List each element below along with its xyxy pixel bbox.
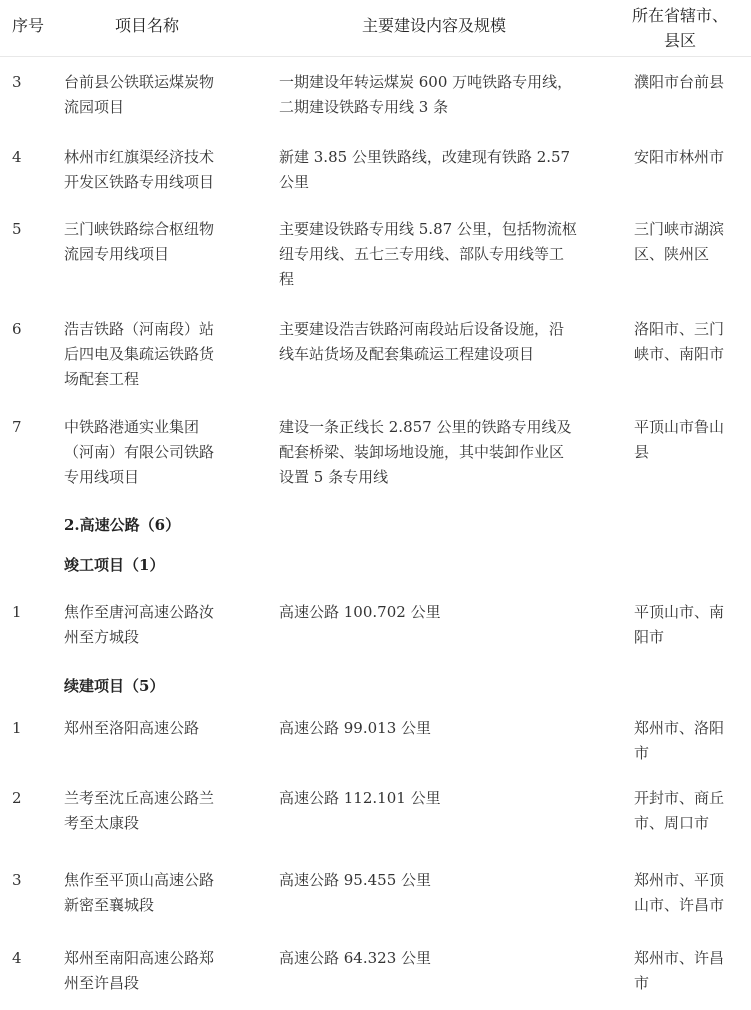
project-content (279, 868, 431, 893)
header-col-no: 序号 (12, 16, 45, 35)
project-name (64, 600, 214, 650)
project-content-line: 建设一条正线长 2.857 公里的铁路专用线及 (279, 418, 572, 436)
project-location-line: 濮阳市台前县 (634, 73, 725, 91)
project-name-line: 焦作至唐河高速公路汝 (64, 603, 215, 621)
section-highway: 2.高速公路（6） (64, 516, 181, 534)
project-name-line: 郑州至洛阳高速公路 (64, 719, 200, 737)
project-content-line: 公里 (279, 173, 310, 191)
project-content (279, 415, 571, 490)
header-col-location-2: 县区 (664, 31, 697, 50)
project-name-line: 后四电及集疏运铁路货 (64, 345, 215, 363)
project-content-line: 程 (279, 270, 295, 288)
project-name (64, 946, 214, 996)
project-name (64, 868, 214, 918)
project-location-line: 郑州市、平顶 (634, 871, 725, 889)
row-number: 5 (12, 220, 22, 238)
project-location-line: 市 (634, 974, 650, 992)
project-name-line: 焦作至平顶山高速公路 (64, 871, 215, 889)
header-divider (0, 56, 751, 57)
project-name-line: 流园专用线项目 (64, 245, 170, 263)
project-content (279, 600, 441, 625)
project-content-line: 主要建设浩吉铁路河南段站后设备设施，沿 (279, 320, 565, 338)
section-completed: 竣工项目（1） (64, 556, 165, 574)
project-content (279, 217, 577, 292)
project-name-line: 林州市红旗渠经济技术 (64, 148, 215, 166)
project-location-line: 平顶山市鲁山 (634, 418, 725, 436)
project-content (279, 70, 572, 120)
header-col-location-1: 所在省辖市、 (632, 6, 729, 25)
project-name (64, 217, 214, 267)
project-name (64, 70, 214, 120)
project-content-line: 一期建设年转运煤炭 600 万吨铁路专用线， (279, 73, 573, 91)
project-name (64, 716, 199, 741)
project-content (279, 786, 441, 811)
project-content (279, 145, 570, 195)
project-location-line: 洛阳市、三门 (634, 320, 725, 338)
project-name-line: 浩吉铁路（河南段）站 (64, 320, 215, 338)
project-name-line: 台前县公铁联运煤炭物 (64, 73, 215, 91)
project-name-line: 州至许昌段 (64, 974, 140, 992)
project-location (634, 70, 724, 95)
row-number: 4 (12, 148, 22, 166)
project-name (64, 317, 214, 392)
project-name-line: 考至太康段 (64, 814, 140, 832)
project-location (634, 217, 724, 267)
row-number: 7 (12, 418, 22, 436)
project-name-line: 三门峡铁路综合枢纽物 (64, 220, 215, 238)
project-name-line: 开发区铁路专用线项目 (64, 173, 215, 191)
project-content-line: 设置 5 条专用线 (279, 468, 389, 486)
project-location-line: 郑州市、洛阳 (634, 719, 725, 737)
project-name-line: 州至方城段 (64, 628, 140, 646)
project-location (634, 716, 724, 766)
project-name-line: 新密至襄城段 (64, 896, 155, 914)
project-location (634, 600, 724, 650)
project-name (64, 415, 214, 490)
header-col-name: 项目名称 (115, 16, 180, 35)
project-content-line: 高速公路 112.101 公里 (279, 789, 441, 807)
project-name-line: 流园项目 (64, 98, 125, 116)
project-content-line: 高速公路 100.702 公里 (279, 603, 441, 621)
row-number: 2 (12, 789, 22, 807)
project-location-line: 市、周口市 (634, 814, 710, 832)
project-name-line: （河南）有限公司铁路 (64, 443, 215, 461)
project-name-line: 中铁路港通实业集团 (64, 418, 200, 436)
project-content-line: 配套桥梁、装卸场地设施，其中装卸作业区 (279, 443, 565, 461)
project-location-line: 市 (634, 744, 650, 762)
project-location-line: 阳市 (634, 628, 665, 646)
row-number: 1 (12, 719, 22, 737)
section-continuing: 续建项目（5） (64, 677, 165, 695)
row-number: 3 (12, 871, 22, 889)
project-content-line: 高速公路 95.455 公里 (279, 871, 432, 889)
project-content-line: 高速公路 64.323 公里 (279, 949, 432, 967)
project-location (634, 868, 724, 918)
project-name-line: 郑州至南阳高速公路郑 (64, 949, 215, 967)
project-name-line: 场配套工程 (64, 370, 140, 388)
row-number: 1 (12, 603, 22, 621)
project-content (279, 317, 564, 367)
row-number: 4 (12, 949, 22, 967)
project-name-line: 专用线项目 (64, 468, 140, 486)
project-content-line: 高速公路 99.013 公里 (279, 719, 432, 737)
project-location-line: 平顶山市、南 (634, 603, 725, 621)
project-location (634, 145, 724, 170)
project-location (634, 946, 724, 996)
header-col-content: 主要建设内容及规模 (362, 16, 507, 35)
project-location-line: 三门峡市湖滨 (634, 220, 725, 238)
project-content-line: 新建 3.85 公里铁路线，改建现有铁路 2.57 (279, 148, 571, 166)
project-location-line: 安阳市林州市 (634, 148, 725, 166)
project-content (279, 946, 431, 971)
project-name-line: 兰考至沈丘高速公路兰 (64, 789, 215, 807)
project-content-line: 线车站货场及配套集疏运工程建设项目 (279, 345, 535, 363)
project-name (64, 145, 214, 195)
project-location (634, 415, 724, 465)
project-location-line: 郑州市、许昌 (634, 949, 725, 967)
row-number: 6 (12, 320, 22, 338)
project-content-line: 主要建设铁路专用线 5.87 公里，包括物流枢 (279, 220, 577, 238)
row-number: 3 (12, 73, 22, 91)
project-content (279, 716, 431, 741)
project-location (634, 317, 724, 367)
project-name (64, 786, 214, 836)
project-location-line: 区、陕州区 (634, 245, 710, 263)
project-location-line: 县 (634, 443, 650, 461)
project-content-line: 二期建设铁路专用线 3 条 (279, 98, 449, 116)
project-location-line: 山市、许昌市 (634, 896, 725, 914)
project-content-line: 纽专用线、五七三专用线、部队专用线等工 (279, 245, 565, 263)
project-location-line: 峡市、南阳市 (634, 345, 725, 363)
project-location-line: 开封市、商丘 (634, 789, 725, 807)
project-location (634, 786, 724, 836)
